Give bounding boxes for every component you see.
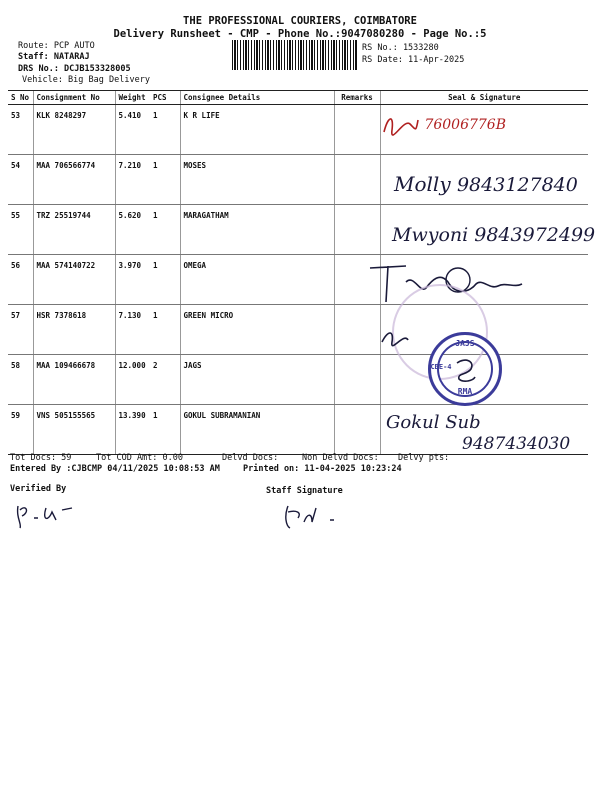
cell-consignee: GOKUL SUBRAMANIAN: [180, 405, 334, 455]
cell-remarks: [334, 305, 380, 355]
rs-date: RS Date: 11-Apr-2025: [362, 55, 465, 65]
row55-handwritten-phone: 9843972499: [474, 224, 596, 246]
row54-initials: Molly: [394, 172, 457, 196]
vehicle-label: Vehicle: Big Bag Delivery: [22, 75, 150, 85]
cell-pcs: 1: [150, 255, 180, 305]
row59-handwritten-phone: 9487434030: [462, 434, 571, 454]
cell-consignment: MAA 574140722: [33, 255, 115, 305]
total-cod: Tot COD Amt: 0.00: [96, 453, 183, 463]
cell-consignment: TRZ 25519744: [33, 205, 115, 255]
table-header-row: [8, 91, 588, 105]
cell-consignee: K R LIFE: [180, 105, 334, 155]
cell-pcs: 1: [150, 105, 180, 155]
seal-top-text: JAJS: [455, 339, 475, 348]
cell-weight: 12.000: [115, 355, 150, 405]
cell-weight: 5.410: [115, 105, 150, 155]
cell-weight: 3.970: [115, 255, 150, 305]
cell-consignee: OMEGA: [180, 255, 334, 305]
cell-weight: 5.620: [115, 205, 150, 255]
seal-side-text: CBE-4: [430, 363, 452, 371]
non-delivered-docs: Non Delvd Docs:: [302, 453, 379, 463]
delivery-points: Delvy pts:: [398, 453, 450, 463]
cell-sno: 57: [8, 305, 33, 355]
runsheet-subtitle: Delivery Runsheet - CMP - Phone No.:9047080280 - Page No.:5: [113, 28, 487, 40]
row55-signature: [392, 224, 595, 246]
scribble-signature-icon: [380, 112, 420, 138]
jajs-company-seal: [428, 332, 502, 406]
company-title: THE PROFESSIONAL COURIERS, COIMBATORE: [183, 15, 417, 27]
drs-number: DRS No.: DCJB153328005: [18, 64, 131, 74]
delivered-docs: Delvd Docs:: [222, 453, 279, 463]
cell-sno: 59: [8, 405, 33, 455]
rs-number: RS No.: 1533280: [362, 43, 439, 53]
col-remarks: Remarks: [334, 91, 380, 105]
barcode: [232, 40, 358, 70]
cell-sno: 55: [8, 205, 33, 255]
cell-consignee: GREEN MICRO: [180, 305, 334, 355]
verified-by-label: Verified By: [10, 484, 67, 494]
entered-by: Entered By :CJBCMP 04/11/2025 10:08:53 AM: [10, 464, 220, 474]
row54-signature: [394, 172, 578, 196]
col-consignment: Consignment No: [33, 91, 115, 105]
cell-pcs: 2: [150, 355, 180, 405]
printed-on: Printed on: 11-04-2025 10:23:24: [243, 464, 402, 474]
cell-remarks: [334, 355, 380, 405]
route-label: Route: PCP AUTO: [18, 41, 95, 51]
cell-consignee: JAGS: [180, 355, 334, 405]
cell-remarks: [334, 155, 380, 205]
row53-signature: [380, 112, 506, 138]
cell-weight: 13.390: [115, 405, 150, 455]
cell-weight: 7.210: [115, 155, 150, 205]
cell-pcs: 1: [150, 405, 180, 455]
row53-handwritten-note: 76006776B: [424, 117, 506, 133]
col-consignee: Consignee Details: [180, 91, 334, 105]
staff-label: Staff: NATARAJ: [18, 52, 90, 62]
cell-consignment: HSR 7378618: [33, 305, 115, 355]
row59-initials: Gokul Sub: [386, 412, 481, 433]
staff-signature-icon: [282, 502, 352, 532]
cell-pcs: 1: [150, 155, 180, 205]
cell-consignee: MOSES: [180, 155, 334, 205]
cell-sno: 58: [8, 355, 33, 405]
row55-initials: Mwyoni: [392, 224, 475, 246]
cell-sno: 54: [8, 155, 33, 205]
cell-sno: 53: [8, 105, 33, 155]
cell-consignment: KLK 8248297: [33, 105, 115, 155]
cell-sno: 56: [8, 255, 33, 305]
row57-signature-icon: [378, 326, 412, 348]
cell-consignee: MARAGATHAM: [180, 205, 334, 255]
cell-consignment: MAA 706566774: [33, 155, 115, 205]
col-seal: Seal & Signature: [380, 91, 588, 105]
col-weight: Weight: [115, 91, 150, 105]
staff-signature-label: Staff Signature: [266, 486, 343, 496]
seal-initial-icon: [451, 355, 479, 383]
row59-signature: [386, 412, 481, 433]
total-docs: Tot Docs: 59: [10, 453, 72, 463]
cell-pcs: 1: [150, 205, 180, 255]
cell-consignment: VNS 505155565: [33, 405, 115, 455]
verifier-signature-icon: [12, 500, 92, 530]
cell-remarks: [334, 105, 380, 155]
cell-remarks: [334, 205, 380, 255]
table-row: [8, 305, 588, 355]
row54-handwritten-phone: 9843127840: [456, 174, 578, 196]
seal-bottom-text: RMA: [457, 387, 473, 396]
cell-weight: 7.130: [115, 305, 150, 355]
cell-remarks: [334, 405, 380, 455]
cell-consignment: MAA 109466678: [33, 355, 115, 405]
col-sno: S No: [8, 91, 33, 105]
row59-phone-wrap: [462, 434, 570, 454]
cell-pcs: 1: [150, 305, 180, 355]
col-pcs: PCS: [150, 91, 180, 105]
